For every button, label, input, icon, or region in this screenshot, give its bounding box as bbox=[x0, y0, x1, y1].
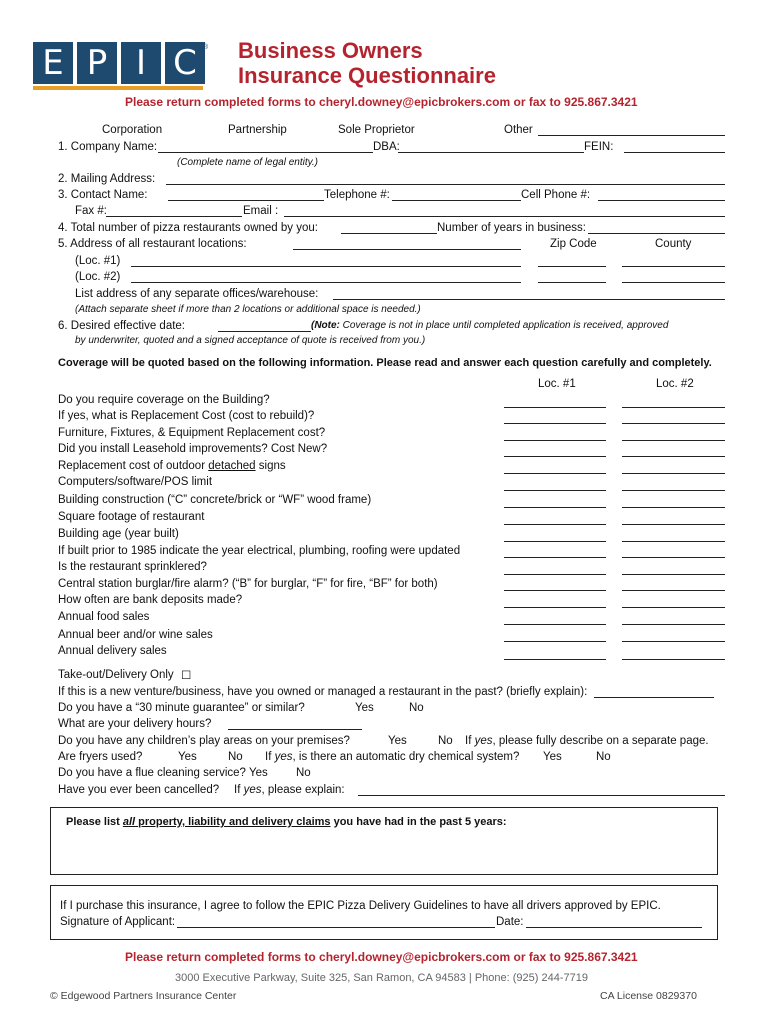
location-address-field[interactable] bbox=[293, 249, 521, 250]
loc1-answer-field[interactable] bbox=[504, 407, 606, 408]
loc1-answer-field[interactable] bbox=[504, 490, 606, 491]
title-line-2: Insurance Questionnaire bbox=[238, 63, 496, 88]
telephone-field[interactable] bbox=[392, 200, 521, 201]
zip-code-header: Zip Code bbox=[550, 238, 597, 250]
new-venture-label: If this is a new venture/business, have you owned or managed a restaurant in the past? (briefly explain): bbox=[58, 686, 588, 698]
play-area-yes[interactable]: Yes bbox=[388, 735, 407, 747]
county-header: County bbox=[655, 238, 692, 250]
loc2-answer-field[interactable] bbox=[622, 590, 725, 591]
mailing-address-field[interactable] bbox=[166, 184, 725, 185]
delivery-hours-field[interactable] bbox=[228, 729, 362, 730]
chemical-system-yes[interactable]: Yes bbox=[543, 751, 562, 763]
contact-name-field[interactable] bbox=[168, 200, 324, 201]
loc1-answer-field[interactable] bbox=[504, 473, 606, 474]
coverage-question: Annual food sales bbox=[58, 611, 150, 623]
effective-date-field[interactable] bbox=[218, 331, 311, 332]
coverage-question: Central station burglar/fire alarm? (“B” for burglar, “F” for fire, “BF” for both) bbox=[58, 578, 438, 590]
option-corporation[interactable]: Corporation bbox=[102, 124, 163, 136]
contact-name-label: 3. Contact Name: bbox=[58, 189, 148, 201]
logo-letter: I bbox=[121, 42, 161, 84]
return-note-bottom: Please return completed forms to cheryl.downey@epicbrokers.com or fax to 925.867.3421 bbox=[125, 950, 638, 964]
fax-label: Fax #: bbox=[75, 205, 107, 217]
coverage-question-signs: Replacement cost of outdoor detached signs bbox=[58, 460, 286, 472]
date-label: Date: bbox=[496, 916, 524, 928]
form-title bbox=[238, 38, 496, 88]
flue-cleaning-yes[interactable]: Yes bbox=[249, 767, 268, 779]
cell-phone-label: Cell Phone #: bbox=[521, 189, 591, 201]
loc2-answer-field[interactable] bbox=[622, 574, 725, 575]
fax-field[interactable] bbox=[106, 216, 242, 217]
loc1-answer-field[interactable] bbox=[504, 607, 606, 608]
fein-field[interactable] bbox=[624, 152, 725, 153]
offices-label: List address of any separate offices/warehouse: bbox=[75, 288, 319, 300]
fryers-label: Are fryers used? bbox=[58, 751, 143, 763]
years-in-business-field[interactable] bbox=[588, 233, 725, 234]
coverage-question: Furniture, Fixtures, & Equipment Replacement cost? bbox=[58, 427, 326, 439]
email-field[interactable] bbox=[284, 216, 725, 217]
cancelled-label: Have you ever been cancelled? bbox=[58, 784, 220, 796]
takeout-checkbox[interactable]: ☐ bbox=[181, 670, 192, 682]
fein-label: FEIN: bbox=[584, 141, 614, 153]
company-name-field[interactable] bbox=[158, 152, 373, 153]
loc2-label: (Loc. #2) bbox=[75, 271, 121, 283]
footer-license: CA License 0829370 bbox=[600, 990, 697, 1002]
logo-underline bbox=[33, 86, 203, 90]
fryers-no[interactable]: No bbox=[228, 751, 243, 763]
chemical-system-no[interactable]: No bbox=[596, 751, 611, 763]
logo-letter: P bbox=[77, 42, 117, 84]
fryers-followup: If yes, is there an automatic dry chemical system? bbox=[265, 751, 520, 763]
play-area-label: Do you have any children’s play areas on your premises? bbox=[58, 735, 350, 747]
logo-letter: E bbox=[33, 42, 73, 84]
loc1-answer-field[interactable] bbox=[504, 440, 606, 441]
agreement-box bbox=[50, 885, 718, 940]
coverage-question: If yes, what is Replacement Cost (cost to rebuild)? bbox=[58, 410, 315, 422]
loc1-answer-field[interactable] bbox=[504, 624, 606, 625]
loc2-answer-field[interactable] bbox=[622, 557, 725, 558]
locations-label: 5. Address of all restaurant locations: bbox=[58, 238, 247, 250]
guarantee-label: Do you have a “30 minute guarantee” or similar? bbox=[58, 702, 305, 714]
loc1-answer-field[interactable] bbox=[504, 456, 606, 457]
dba-field[interactable] bbox=[398, 152, 584, 153]
coverage-question: Annual beer and/or wine sales bbox=[58, 629, 213, 641]
loc2-answer-field[interactable] bbox=[622, 607, 725, 608]
epic-logo bbox=[33, 42, 205, 84]
new-venture-field[interactable] bbox=[594, 697, 714, 698]
loc2-answer-field[interactable] bbox=[622, 541, 725, 542]
loc2-answer-field[interactable] bbox=[622, 440, 725, 441]
flue-cleaning-label: Do you have a flue cleaning service? bbox=[58, 767, 246, 779]
loc1-column-header: Loc. #1 bbox=[538, 378, 576, 390]
loc1-answer-field[interactable] bbox=[504, 659, 606, 660]
loc2-answer-field[interactable] bbox=[622, 659, 725, 660]
footer-copyright: © Edgewood Partners Insurance Center bbox=[50, 990, 237, 1002]
signature-field[interactable] bbox=[177, 927, 495, 928]
title-line-1: Business Owners bbox=[238, 38, 423, 63]
flue-cleaning-no[interactable]: No bbox=[296, 767, 311, 779]
email-label: Email : bbox=[243, 205, 279, 217]
loc1-label: (Loc. #1) bbox=[75, 255, 121, 267]
return-note-top: Please return completed forms to cheryl.downey@epicbrokers.com or fax to 925.867.3421 bbox=[125, 95, 638, 109]
attach-note: (Attach separate sheet if more than 2 locations or additional space is needed.) bbox=[75, 304, 421, 315]
loc1-answer-field[interactable] bbox=[504, 524, 606, 525]
company-name-label: 1. Company Name: bbox=[58, 141, 158, 153]
other-field[interactable] bbox=[538, 135, 725, 136]
loc2-answer-field[interactable] bbox=[622, 507, 725, 508]
legal-entity-note: (Complete name of legal entity.) bbox=[177, 157, 318, 168]
loc2-answer-field[interactable] bbox=[622, 456, 725, 457]
coverage-question: Building construction (“C” concrete/brick or “WF” wood frame) bbox=[58, 494, 372, 506]
coverage-note-2: by underwriter, quoted and a signed acceptance of quote is received from you.) bbox=[75, 335, 426, 346]
loc1-answer-field[interactable] bbox=[504, 574, 606, 575]
loc1-answer-field[interactable] bbox=[504, 590, 606, 591]
coverage-heading: Coverage will be quoted based on the following information. Please read and answer each question carefully and completely. bbox=[58, 357, 712, 369]
loc1-answer-field[interactable] bbox=[504, 507, 606, 508]
coverage-question: If built prior to 1985 indicate the year electrical, plumbing, roofing were updated bbox=[58, 545, 461, 557]
loc1-answer-field[interactable] bbox=[504, 423, 606, 424]
footer-address: 3000 Executive Parkway, Suite 325, San Ramon, CA 94583 | Phone: (925) 244-7719 bbox=[175, 972, 588, 984]
loc2-answer-field[interactable] bbox=[622, 490, 725, 491]
signature-label: Signature of Applicant: bbox=[60, 916, 176, 928]
coverage-note bbox=[311, 320, 668, 331]
coverage-question: Annual delivery sales bbox=[58, 645, 167, 657]
option-partnership[interactable]: Partnership bbox=[228, 124, 287, 136]
loc2-answer-field[interactable] bbox=[622, 473, 725, 474]
option-other[interactable]: Other bbox=[504, 124, 533, 136]
fryers-yes[interactable]: Yes bbox=[178, 751, 197, 763]
offices-field[interactable] bbox=[333, 299, 725, 300]
loc2-answer-field[interactable] bbox=[622, 423, 725, 424]
cell-phone-field[interactable] bbox=[598, 200, 725, 201]
option-sole-proprietor[interactable]: Sole Proprietor bbox=[338, 124, 415, 136]
takeout-label: Take-out/Delivery Only bbox=[58, 669, 174, 681]
logo-letter: C bbox=[165, 42, 205, 84]
restaurant-count-label: 4. Total number of pizza restaurants owned by you: bbox=[58, 222, 318, 234]
loc2-answer-field[interactable] bbox=[622, 624, 725, 625]
effective-date-label: 6. Desired effective date: bbox=[58, 320, 185, 332]
coverage-question: Building age (year built) bbox=[58, 528, 179, 540]
loc1-answer-field[interactable] bbox=[504, 557, 606, 558]
play-area-no[interactable]: No bbox=[438, 735, 453, 747]
loc1-address-field[interactable] bbox=[131, 266, 521, 267]
cancelled-followup: If yes, please explain: bbox=[234, 784, 345, 796]
mailing-address-label: 2. Mailing Address: bbox=[58, 173, 156, 185]
coverage-question: Is the restaurant sprinklered? bbox=[58, 561, 207, 573]
loc1-county-field[interactable] bbox=[622, 266, 725, 267]
agreement-text: If I purchase this insurance, I agree to follow the EPIC Pizza Delivery Guidelines to have all drivers approved by EPIC. bbox=[60, 900, 661, 912]
coverage-question: Do you require coverage on the Building? bbox=[58, 394, 270, 406]
loc2-zip-field[interactable] bbox=[538, 282, 606, 283]
coverage-question: Square footage of restaurant bbox=[58, 511, 205, 523]
loc2-county-field[interactable] bbox=[622, 282, 725, 283]
loc1-answer-field[interactable] bbox=[504, 541, 606, 542]
guarantee-no[interactable]: No bbox=[409, 702, 424, 714]
years-in-business-label: Number of years in business: bbox=[437, 222, 586, 234]
loc2-answer-field[interactable] bbox=[622, 641, 725, 642]
note-text: Coverage is not in place until completed application is received, approved bbox=[339, 320, 669, 331]
guarantee-yes[interactable]: Yes bbox=[355, 702, 374, 714]
claims-heading: Please list all property, liability and delivery claims you have had in the past 5 years: bbox=[66, 816, 507, 828]
loc2-column-header: Loc. #2 bbox=[656, 378, 694, 390]
delivery-hours-label: What are your delivery hours? bbox=[58, 718, 212, 730]
coverage-question: Did you install Leasehold improvements? Cost New? bbox=[58, 443, 328, 455]
loc2-address-field[interactable] bbox=[131, 282, 521, 283]
coverage-question: Computers/software/POS limit bbox=[58, 476, 213, 488]
note-label: (Note: bbox=[311, 320, 340, 331]
loc1-zip-field[interactable] bbox=[538, 266, 606, 267]
registered-mark: ® bbox=[203, 44, 209, 51]
loc2-answer-field[interactable] bbox=[622, 524, 725, 525]
dba-label: DBA: bbox=[373, 141, 400, 153]
loc1-answer-field[interactable] bbox=[504, 641, 606, 642]
loc2-answer-field[interactable] bbox=[622, 407, 725, 408]
date-field[interactable] bbox=[526, 927, 702, 928]
play-area-followup: If yes, please fully describe on a separate page. bbox=[465, 735, 709, 747]
restaurant-count-field[interactable] bbox=[341, 233, 437, 234]
cancelled-explanation-field[interactable] bbox=[358, 795, 725, 796]
telephone-label: Telephone #: bbox=[324, 189, 390, 201]
coverage-question: How often are bank deposits made? bbox=[58, 594, 243, 606]
